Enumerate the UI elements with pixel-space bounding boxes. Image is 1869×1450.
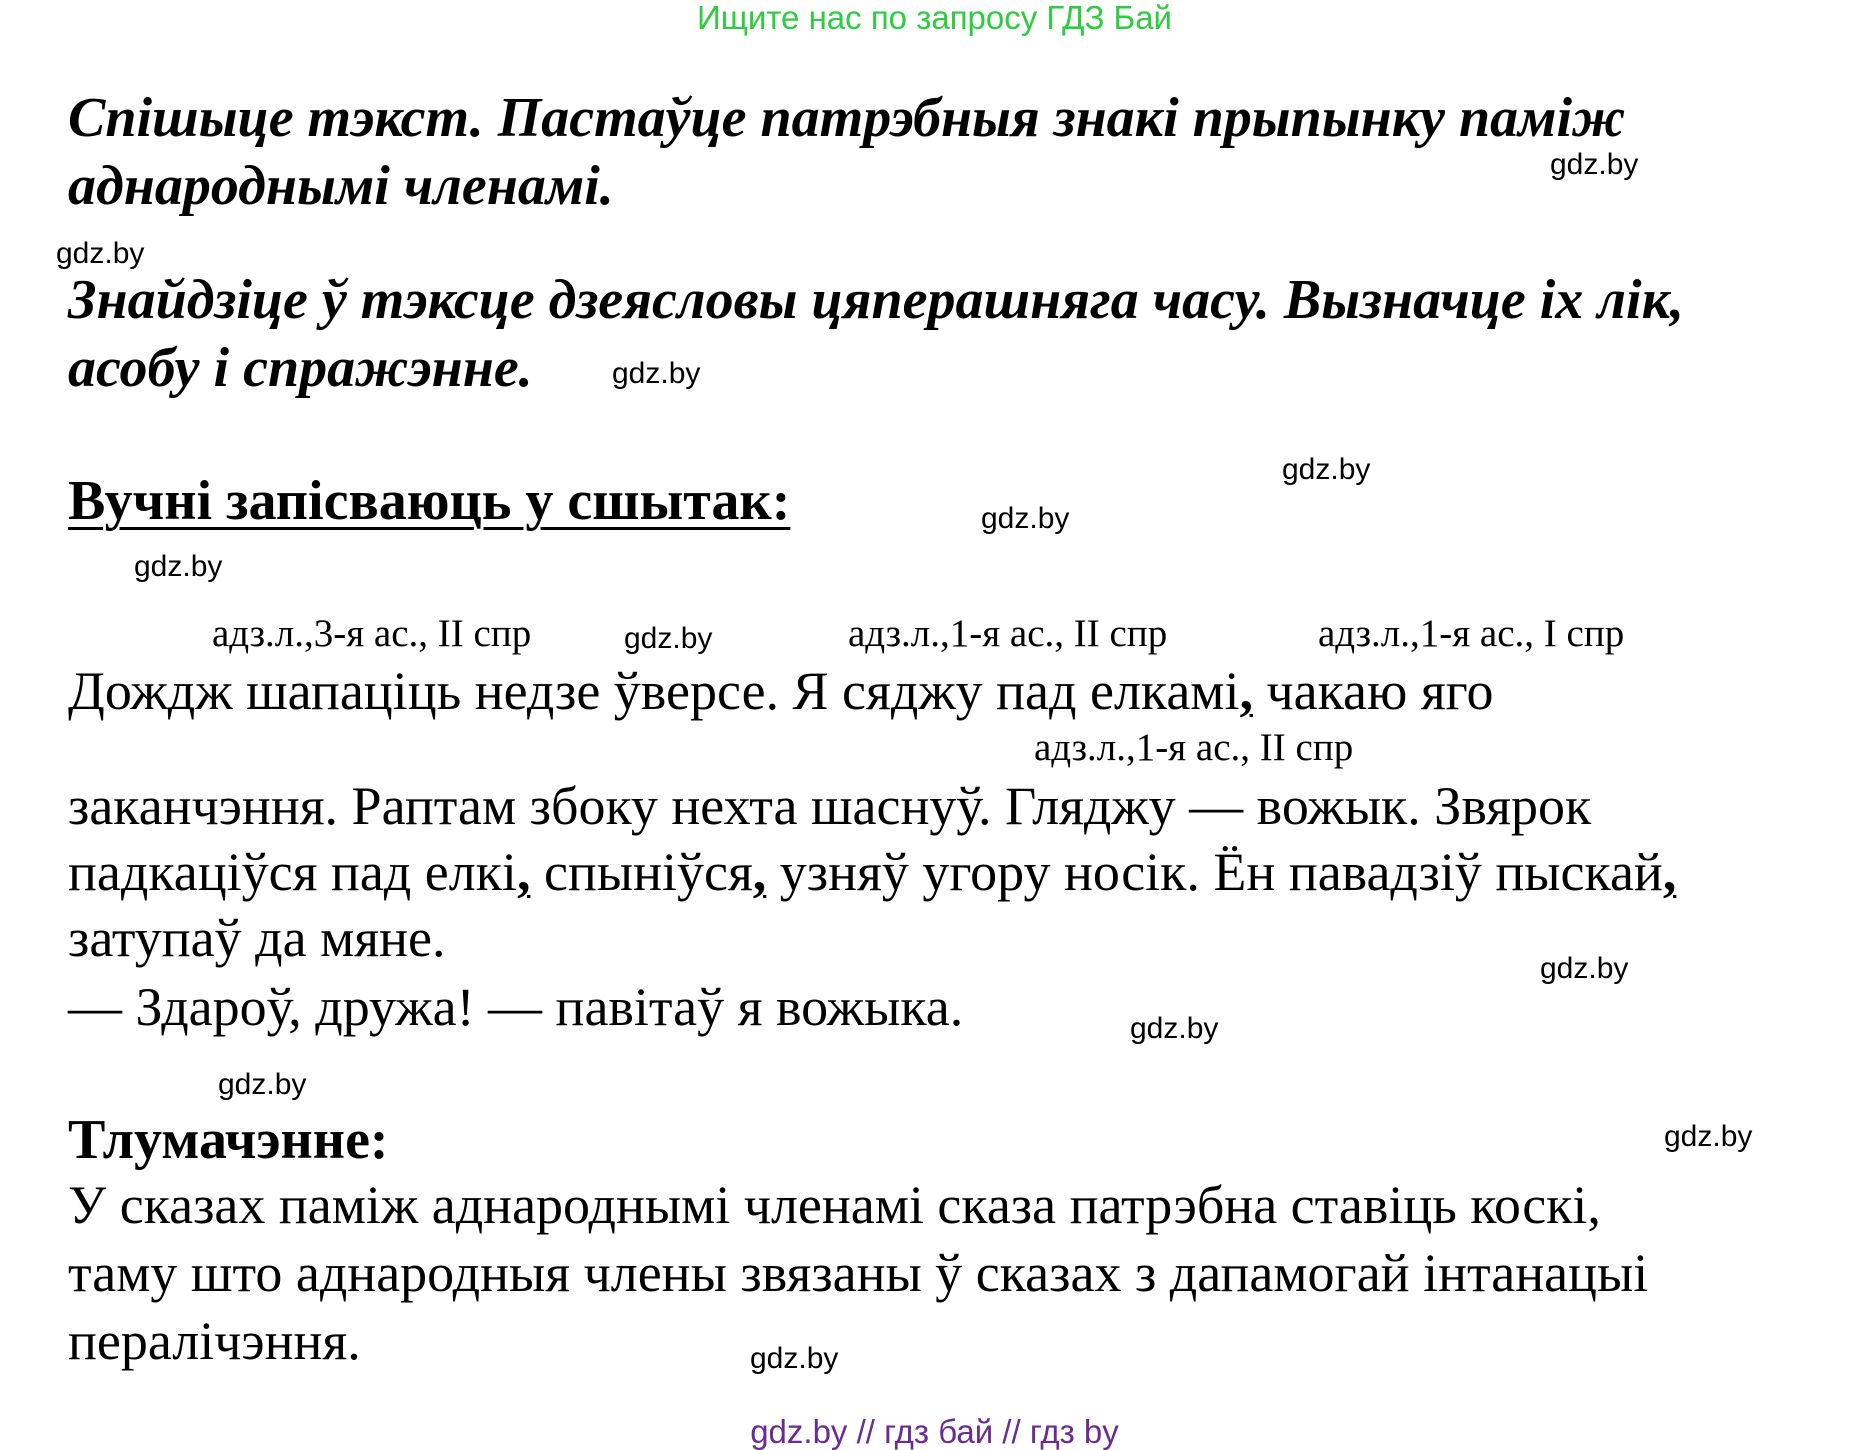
watermark: gdz.by [1664,1120,1753,1153]
inserted-comma: , [516,842,531,902]
watermark: gdz.by [56,237,145,270]
watermark: gdz.by [612,357,701,390]
text-segment: спыніўся [530,842,753,902]
text-line-3 [68,839,1676,905]
text-segment: узняў угору носік. Ён павадзіў пыскай [766,842,1663,902]
watermark: gdz.by [750,1342,839,1375]
verb-annotation: адз.л.,1-я ас., II спр [1034,726,1354,769]
explanation-line-2: таму што аднародныя члены звязаны ў сказах з дапамогай інтанацыі [68,1243,1649,1303]
inserted-comma: , [1662,842,1677,902]
task-line-2: аднароднымі членамі. [68,155,614,217]
watermark: gdz.by [218,1068,307,1101]
watermark: gdz.by [624,622,713,655]
inserted-comma: , [1239,661,1253,721]
text-line-4: затупаў да мяне. [68,908,446,968]
text-segment: Дождж шапаціць недзе ўверсе. Я сяджу пад елкамі [68,661,1240,721]
watermark: gdz.by [1130,1012,1219,1045]
text-line-1 [68,658,1493,724]
text-segment: чакаю яго [1252,661,1494,721]
search-banner: Ищите нас по запросу ГДЗ Бай [697,0,1172,36]
text-line-5: — Здароў, дружа! — павітаў я вожыка. [68,977,964,1037]
inserted-comma: , [752,842,767,902]
watermark: gdz.by [134,550,223,583]
watermark: gdz.by [981,502,1070,535]
explanation-heading: Тлумачэнне: [68,1109,389,1171]
watermark: gdz.by [1550,148,1639,181]
explanation-line-1: У сказах паміж аднароднымі членамі сказа патрэбна ставіць коскі, [68,1175,1601,1235]
explanation-line-3: пералічэння. [68,1311,361,1371]
verb-annotation: адз.л.,3-я ас., II спр [212,612,532,655]
task-line-4: асобу і спражэнне. [68,337,533,399]
task-line-1: Спішыце тэкст. Пастаўце патрэбныя знакі прыпынку паміж [68,87,1626,149]
footer-links: gdz.by // гдз бай // гдз by [750,1413,1119,1450]
verb-annotation: адз.л.,1-я ас., I спр [1318,612,1625,655]
text-line-2: заканчэння. Раптам збоку нехта шаснуў. Гляджу — вожык. Звярок [68,776,1592,836]
watermark: gdz.by [1540,952,1629,985]
verb-annotation: адз.л.,1-я ас., II спр [848,612,1168,655]
text-segment: падкаціўся пад елкі [68,842,517,902]
watermark: gdz.by [1282,453,1371,486]
task-line-3: Знайдзіце ў тэксце дзеясловы цяперашняга часу. Вызначце іх лік, [68,269,1684,331]
notebook-heading: Вучні запісваюць у сшытак: [68,470,791,532]
